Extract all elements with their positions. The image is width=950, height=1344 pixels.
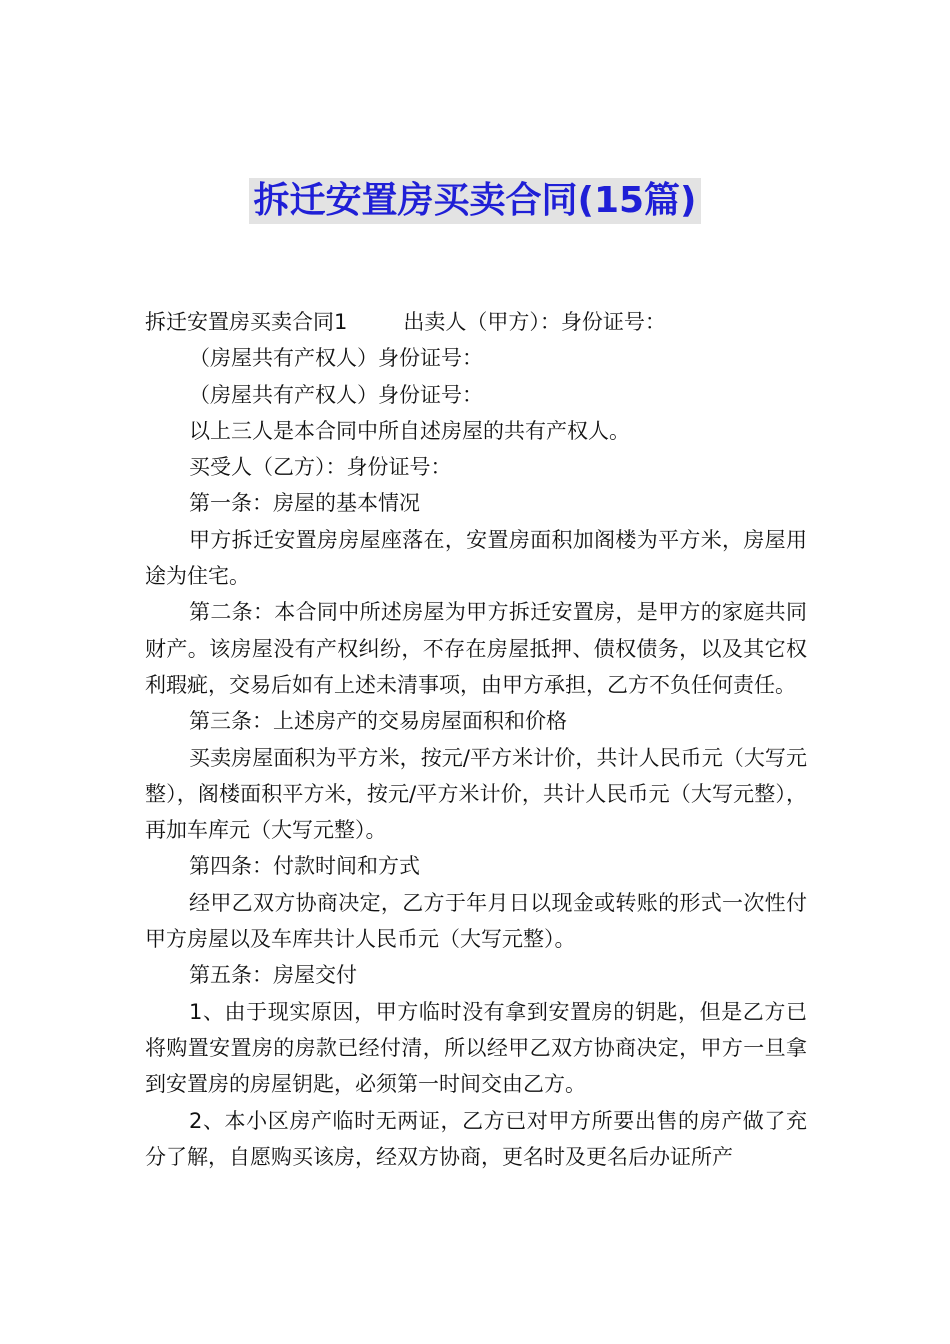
contract-heading: 拆迁安置房买卖合同1 (145, 310, 348, 334)
paragraph: 以上三人是本合同中所自述房屋的共有产权人。 (189, 418, 630, 443)
paragraph: 1、由于现实原因，甲方临时没有拿到安置房的钥匙，但是乙方已将购置安置房的房款已经付清，所以经甲乙双方协商决定，甲方一旦拿到安置房的房屋钥匙，必须第一时间交由乙方。 (145, 999, 807, 1097)
seller-line: 出卖人（甲方）：身份证号： (403, 310, 666, 334)
document-body (145, 304, 807, 1175)
paragraph: 第二条：本合同中所述房屋为甲方拆迁安置房，是甲方的家庭共同财产。该房屋没有产权纠纷，不存在房屋抵押、债权债务，以及其它权利瑕疵，交易后如有上述未清事项，由甲方承担，乙方不负任何责任。 (145, 600, 807, 697)
paragraph: （房屋共有产权人）身份证号： (189, 346, 483, 371)
paragraph: 经甲乙双方协商决定，乙方于年月日以现金或转账的形式一次性付甲方房屋以及车库共计人民币元（大写元整）。 (145, 890, 807, 952)
paragraph: 买卖房屋面积为平方米，按元/平方米计价，共计人民币元（大写元整），阁楼面积平方米，按元/平方米计价，共计人民币元（大写元整），再加车库元（大写元整）。 (145, 745, 807, 843)
article-heading: 第三条：上述房产的交易房屋面积和价格 (189, 709, 567, 734)
document-title: 拆迁安置房买卖合同(15篇) (249, 178, 700, 224)
title-container (0, 178, 950, 224)
paragraph: （房屋共有产权人）身份证号： (189, 382, 483, 407)
paragraph: 2、本小区房产临时无两证，乙方已对甲方所要出售的房产做了充分了解，自愿购买该房，经双方协商，更名时及更名后办证所产 (145, 1108, 807, 1169)
first-line (145, 304, 807, 340)
article-heading: 第一条：房屋的基本情况 (189, 491, 420, 516)
paragraph: 甲方拆迁安置房房屋座落在，安置房面积加阁楼为平方米，房屋用途为住宅。 (145, 527, 807, 589)
article-heading: 第四条：付款时间和方式 (189, 854, 420, 879)
article-heading: 第五条：房屋交付 (189, 963, 357, 988)
paragraph: 买受人（乙方）：身份证号： (189, 455, 452, 480)
